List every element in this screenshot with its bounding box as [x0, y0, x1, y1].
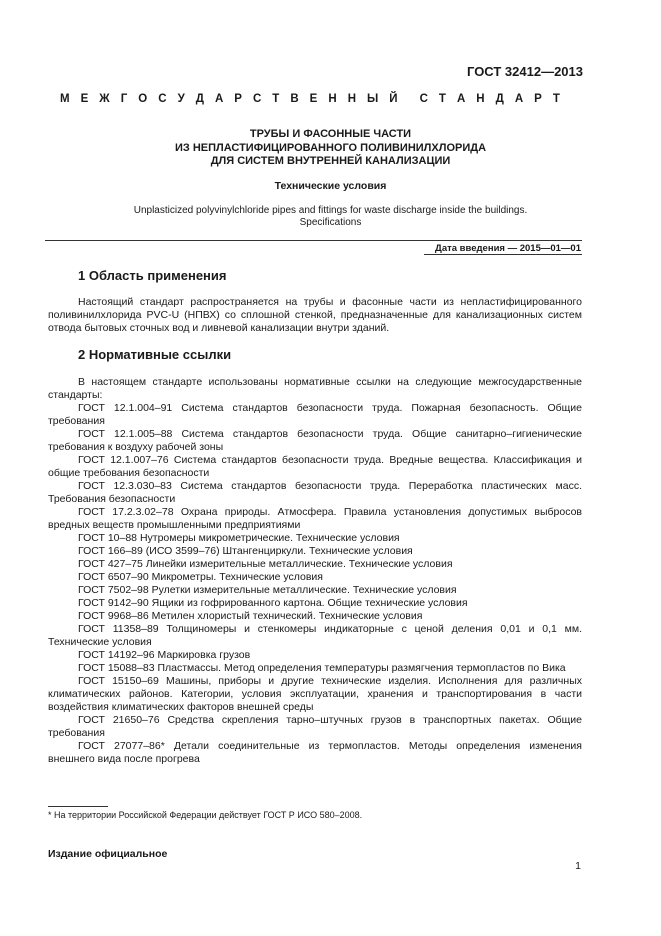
- section-1-title: 1 Область применения: [78, 268, 227, 283]
- heading-letter: Е: [309, 93, 318, 105]
- reference-item: ГОСТ 9968–86 Метилен хлористый технический. Технические условия: [78, 610, 423, 622]
- heading-letter: В: [290, 93, 299, 105]
- heading-letter: Р: [234, 93, 242, 105]
- english-title-line: Unplasticized polyvinylchloride pipes and fittings for waste discharge inside the buildings.: [133, 205, 528, 216]
- heading-letter: Д: [195, 93, 204, 105]
- reference-item: ГОСТ 427–75 Линейки измерительные металлические. Технические условия: [78, 558, 453, 570]
- heading-letter: А: [456, 93, 466, 105]
- heading-letter: Т: [272, 93, 280, 105]
- title-line: ТРУБЫ И ФАСОННЫЕ ЧАСТИ: [249, 128, 412, 140]
- document-title: [0, 128, 661, 169]
- edition-label: Издание официальное: [48, 848, 168, 860]
- introduction-date: Дата введения — 2015—01—01: [435, 243, 581, 254]
- english-title: [0, 205, 661, 229]
- heading-letter: Н: [476, 93, 485, 105]
- reference-item: ГОСТ 21650–76 Средства скрепления тарно–штучных грузов в транспортных пакетах. Общие требования: [48, 714, 582, 739]
- heading-letter: Й: [389, 93, 398, 105]
- reference-item: ГОСТ 166–89 (ИСО 3599–76) Штангенциркули. Технические условия: [78, 545, 413, 557]
- heading-letter: С: [158, 93, 167, 105]
- heading-letter: М: [60, 93, 70, 105]
- reference-item: ГОСТ 10–88 Нутромеры микрометрические. Технические условия: [78, 532, 400, 544]
- document-subtitle: Технические условия: [274, 180, 387, 192]
- reference-item: ГОСТ 15150–69 Машины, приборы и другие технические изделия. Исполнения для различных климатических районов. Категории, условия эксплуатации, хранения и транспортирования в части воздействия климатических факторов внешней среды: [48, 675, 582, 713]
- paragraph: В настоящем стандарте использованы нормативные ссылки на следующие межгосударственные стандарты:: [48, 376, 582, 401]
- section-1-text: [48, 296, 582, 335]
- heading-letter: Д: [495, 93, 504, 105]
- reference-item: ГОСТ 12.3.030–83 Система стандартов безопасности труда. Переработка пластических масс. Требования безопасности: [48, 480, 582, 505]
- heading-letter: Е: [80, 93, 89, 105]
- title-line: ДЛЯ СИСТЕМ ВНУТРЕННЕЙ КАНАЛИЗАЦИИ: [210, 155, 451, 167]
- heading-letter: С: [419, 93, 428, 105]
- heading-letter: О: [138, 93, 148, 105]
- heading-letter: Р: [534, 93, 542, 105]
- footnote: * На территории Российской Федерации действует ГОСТ Р ИСО 580–2008.: [48, 810, 363, 820]
- heading-letter: Ы: [367, 93, 379, 105]
- reference-item: ГОСТ 12.1.005–88 Система стандартов безопасности труда. Общие санитарно–гигиенические требования к воздуху рабочей зоны: [48, 428, 582, 453]
- heading-letter: У: [177, 93, 185, 105]
- english-title-line: Specifications: [299, 217, 362, 228]
- heading-letter: Т: [438, 93, 446, 105]
- reference-item: ГОСТ 7502–98 Рулетки измерительные металлические. Технические условия: [78, 584, 457, 596]
- reference-item: ГОСТ 14192–96 Маркировка грузов: [78, 649, 251, 661]
- heading-letter: Ж: [99, 93, 110, 105]
- paragraph: Настоящий стандарт распространяется на трубы и фасонные части из непластифицированного поливинилхлорида PVC-U (НПВХ) со сплошной стенкой, предназначенные для канализационных систем отвода бытовых сточных вод и ливневой канализации внутри зданий.: [48, 296, 582, 334]
- section-2-title: 2 Нормативные ссылки: [78, 347, 232, 362]
- heading-letter: С: [252, 93, 262, 105]
- divider: [424, 254, 582, 255]
- reference-item: ГОСТ 15088–83 Пластмассы. Метод определения температуры размягчения термопластов по Вика: [78, 662, 566, 674]
- divider: [45, 240, 582, 241]
- reference-item: ГОСТ 9142–90 Ящики из гофрированного картона. Общие технические условия: [78, 597, 468, 609]
- section-2-text: [48, 376, 582, 766]
- reference-item: ГОСТ 17.2.3.02–78 Охрана природы. Атмосфера. Правила установления допустимых выбросов вредных веществ промышленными предприятиями: [48, 506, 582, 531]
- heading-letter: А: [514, 93, 524, 105]
- heading-letter: А: [214, 93, 224, 105]
- heading-letter: Г: [120, 93, 128, 105]
- heading-letter: Н: [347, 93, 356, 105]
- page-number: 1: [575, 860, 581, 872]
- title-line: ИЗ НЕПЛАСТИФИЦИРОВАННОГО ПОЛИВИНИЛХЛОРИДА: [174, 141, 487, 154]
- interstate-standard-heading: [60, 93, 560, 105]
- reference-item: ГОСТ 11358–89 Толщиномеры и стенкомеры индикаторные с ценой деления 0,01 и 0,1 мм. Технические условия: [48, 623, 582, 648]
- reference-item: ГОСТ 12.1.004–91 Система стандартов безопасности труда. Пожарная безопасность. Общие требования: [48, 402, 582, 427]
- reference-item: ГОСТ 27077–86* Детали соединительные из термопластов. Методы определения изменения внешнего вида после прогрева: [48, 740, 582, 765]
- heading-letter: Т: [552, 93, 560, 105]
- footnote-rule: [48, 806, 108, 807]
- gost-code: ГОСТ 32412—2013: [467, 64, 583, 79]
- heading-letter: Н: [328, 93, 337, 105]
- reference-item: ГОСТ 12.1.007–76 Система стандартов безопасности труда. Вредные вещества. Классификация и общие требования безопасности: [48, 454, 582, 479]
- reference-item: ГОСТ 6507–90 Микрометры. Технические условия: [78, 571, 323, 583]
